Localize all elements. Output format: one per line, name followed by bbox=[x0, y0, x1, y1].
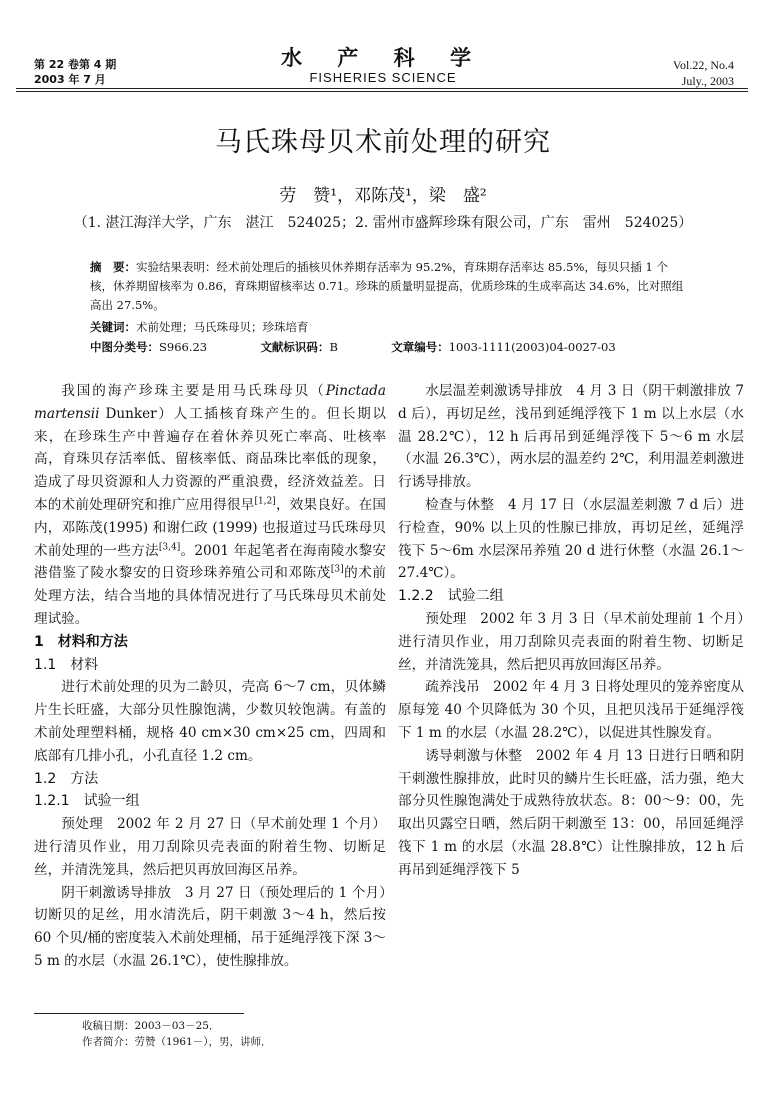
section-heading-materials-methods: 1 材料和方法 bbox=[34, 633, 128, 650]
author-bio: 作者简介：劳赞（1961－），男，讲师． bbox=[82, 1036, 272, 1048]
group2-pretreatment-paragraph: 预处理 2002 年 3 月 3 日（早术前处理前 1 个月）进行清贝作业，用刀刮除贝壳表面的附着生物、切断足丝，并清洗笼具，然后把贝再放回海区吊养。 bbox=[398, 610, 745, 673]
article-number-value: 1003-1111(2003)04-0027-03 bbox=[448, 340, 616, 354]
clc-label: 中图分类号： bbox=[90, 340, 159, 354]
abstract-text: 实验结果表明：经术前处理后的插核贝休养期存活率为 95.2%，育珠期存活率达 85.5%，每贝只插 1 个核，休养期留核率为 0.86，育珠期留核率达 0.71。珍珠的质量明显提高，优质珍珠的生成率高达 34.6%，比对照组高出 27.5%。 bbox=[90, 260, 684, 312]
group2-sparse-paragraph: 疏养浅吊 2002 年 4 月 3 日将处理贝的笼养密度从原每笼 40 个贝降低为 30 个贝，且把贝浅吊于延绳浮筏下 1 m 的水层（水温 28.2℃），以促进其性腺发育。 bbox=[398, 679, 745, 741]
volume-issue-en: Vol.22, No.4 bbox=[672, 58, 734, 72]
materials-paragraph: 进行术前处理的贝为二龄贝，壳高 6～7 cm，贝体鳞片生长旺盛，大部分贝性腺饱满，少数贝较饱满。有盖的术前处理塑料桶，规格 40 cm×30 cm×25 cm，四周和底部有几排小孔，小孔直径 1.2 cm。 bbox=[34, 679, 386, 764]
journal-title-cn: 水 产 科 学 bbox=[281, 45, 485, 70]
keywords bbox=[90, 318, 690, 337]
body-column-left bbox=[34, 380, 386, 973]
group1-drying-paragraph: 阴干刺激诱导排放 3 月 27 日（预处理后的 1 个月）切断贝的足丝，用水清洗后，阴干刺激 3～4 h，然后按 60 个贝/桶的密度装入术前处理桶，吊于延绳浮筏下深 3～5 m 的水层（水温 26.1℃），使性腺排放。 bbox=[34, 884, 387, 969]
clc-value: S966.23 bbox=[159, 340, 208, 354]
classification-line bbox=[90, 338, 690, 357]
header-rule-top bbox=[16, 88, 748, 89]
volume-issue-cn: 第 22 卷第 4 期 bbox=[34, 58, 117, 71]
subsection-heading-group-2: 1.2.2 试验二组 bbox=[398, 588, 504, 605]
intro-paragraph: 我国的海产珍珠主要是用马氏珠母贝（Pinctada martensii Dunker）人工插核育珠产生的。但长期以来，在珍珠生产中普遍存在着休养贝死亡率高、吐核率高，育珠贝存活率低、留核率低、商品珠比率低的现象，造成了母贝资源和人力资源的严重浪费，经济效益差。日本的术前处理研究和推广应用得很早[1,2]，效果良好。在国内，邓陈茂(1995) 和谢仁政 (1999) 也报道过马氏珠母贝术前处理的一些方法[3,4]。2001 年起笔者在海南陵水黎安港借鉴了陵水黎安的日资珍珠养殖公司和邓陈茂[3]的术前处理方法，结合当地的具体情况进行了马氏珠母贝术前处理试验。 bbox=[34, 383, 386, 627]
article-title: 马氏珠母贝术前处理的研究 bbox=[215, 127, 551, 158]
subsection-heading-group-1: 1.2.1 试验一组 bbox=[34, 793, 140, 810]
article-number-label: 文章编号： bbox=[391, 340, 449, 354]
group2-induce-paragraph: 诱导刺激与休整 2002 年 4 月 13 日进行日晒和阴干刺激性腺排放，此时贝的鳞片生长旺盛，活力强，绝大部分贝性腺饱满处于成熟待放状态。8：00～9：00，先取出贝露空日晒，然后阴干刺激至 13：00，吊回延绳浮筏下 1 m 的水层（水温 28.8℃）让性腺排放，12 h 后再吊到延绳浮筏下 5 bbox=[398, 747, 744, 878]
run-in-label: 水层温差刺激诱导排放 bbox=[425, 383, 563, 399]
article-authors: 劳 赞¹，邓陈茂¹，梁 盛² bbox=[279, 186, 487, 206]
keywords-label: 关键词： bbox=[90, 320, 136, 334]
publication-date-en: July., 2003 bbox=[681, 74, 734, 88]
author-affiliations: （1. 湛江海洋大学，广东 湛江 524025；2. 雷州市盛辉珍珠有限公司，广东 雷州 524025） bbox=[73, 215, 693, 231]
group1-check-paragraph: 检查与休整 4 月 17 日（水层温差刺激 7 d 后）进行检查，90% 以上贝的性腺已排放，再切足丝，延绳浮筏下 5～6m 水层深吊养殖 20 d 进行休整（水温 26.1～27.4℃）。 bbox=[398, 496, 745, 582]
abstract-label: 摘 要： bbox=[90, 260, 136, 274]
run-in-label: 阴干刺激诱导排放 bbox=[61, 884, 172, 901]
footnote bbox=[82, 1018, 271, 1050]
run-in-label: 检查与休整 bbox=[425, 496, 495, 513]
run-in-label: 预处理 bbox=[61, 816, 104, 833]
species-name: Pinctada martensii bbox=[34, 383, 386, 422]
run-in-label: 预处理 bbox=[425, 610, 467, 627]
subsection-heading-materials: 1.1 材料 bbox=[34, 656, 99, 673]
citation-3: [3] bbox=[330, 564, 344, 575]
doc-code-label: 文献标识码： bbox=[260, 340, 330, 354]
abstract bbox=[90, 258, 690, 315]
citation-3-4: [3,4] bbox=[158, 542, 181, 553]
publication-date-cn: 2003 年 7 月 bbox=[34, 73, 106, 86]
body-column-right bbox=[398, 380, 744, 882]
run-in-label: 诱导刺激与休整 bbox=[425, 747, 523, 764]
group1-temperature-paragraph: 水层温差刺激诱导排放 4 月 3 日（阴干刺激排放 7 d 后），再切足丝，浅吊到延绳浮筏下 1 m 以上水层（水温 28.2℃），12 h 后再吊到延绳浮筏下 5～6 m 水层（水温 26.3℃），两水层的温差约 2℃，利用温差刺激进行诱导排放。 bbox=[398, 383, 744, 491]
keywords-text: 术前处理；马氏珠母贝；珍珠培育 bbox=[136, 320, 309, 334]
subsection-heading-methods: 1.2 方法 bbox=[34, 770, 99, 787]
run-in-label: 疏养浅吊 bbox=[425, 679, 480, 696]
journal-title-en: FISHERIES SCIENCE bbox=[309, 70, 457, 85]
footnote-rule bbox=[34, 1013, 244, 1014]
citation-1-2: [1,2] bbox=[254, 496, 276, 507]
group1-pretreatment-paragraph: 预处理 2002 年 2 月 27 日（早术前处理 1 个月）进行清贝作业，用刀刮除贝壳表面的附着生物、切断足丝，并清洗笼具，然后把贝再放回海区吊养。 bbox=[34, 816, 387, 878]
doc-code-value: B bbox=[329, 340, 338, 354]
header-rule-bottom bbox=[16, 91, 748, 92]
received-date: 收稿日期：2003－03－25． bbox=[82, 1020, 220, 1032]
